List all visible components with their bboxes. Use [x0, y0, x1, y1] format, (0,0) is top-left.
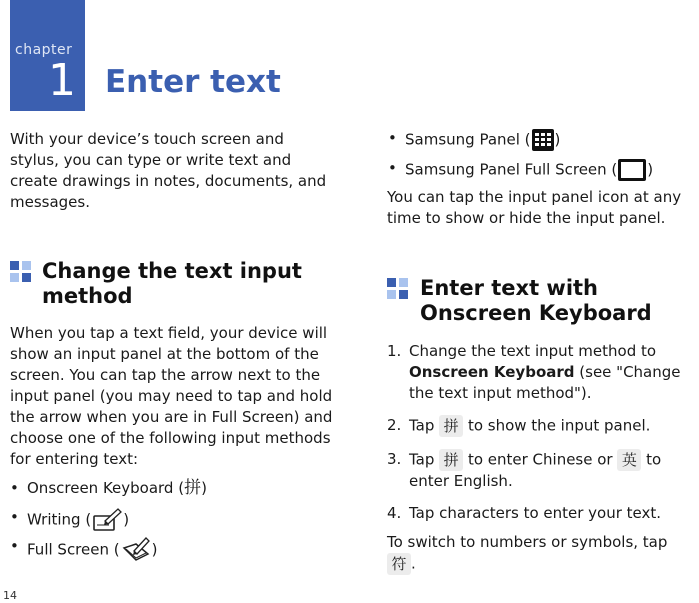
list-item-close: ): [554, 130, 561, 149]
page-number: 14: [3, 589, 17, 602]
full-screen-pen-icon: [120, 536, 152, 564]
step-text: [409, 415, 699, 437]
step-number: 3.: [387, 450, 402, 468]
bullet-dot: •: [388, 129, 397, 147]
pinyin-char-icon: 拼: [184, 478, 202, 498]
pinyin-key-icon: 拼: [439, 415, 463, 437]
step-text: Tap characters to enter your text.: [409, 504, 662, 522]
heading-line: Enter text with: [420, 276, 599, 300]
heading-line: Change the text input: [42, 259, 302, 283]
list-item-text: [405, 128, 560, 152]
list-item-text: [405, 158, 653, 182]
step-post: (see "Change the text input method").: [409, 363, 681, 402]
list-item-label: Samsung Panel (: [405, 130, 531, 149]
english-key-icon: 英: [617, 449, 641, 471]
footer-text: To switch to numbers or symbols, tap: [387, 533, 668, 551]
bullet-dot: •: [10, 479, 19, 497]
body-paragraph: When you tap a text field, your device will show an input panel at the bottom of the screen. You can tap the arrow next to the input panel (you may need to tap and hold the arrow when you are in Full Screen) and choose one of the following input methods for entering text:: [10, 324, 333, 468]
bullet-dot: •: [10, 508, 19, 526]
step-post: to show the input panel.: [463, 416, 651, 435]
list-item-close: ): [123, 510, 130, 529]
footer-period: .: [411, 554, 416, 573]
list-item-label: Full Screen (: [27, 540, 120, 559]
footer-paragraph: [387, 532, 697, 575]
bullet-dot: •: [10, 537, 19, 555]
step-text: [409, 341, 699, 404]
section-grid-icon: [387, 278, 409, 300]
page-title: Enter text: [105, 64, 281, 100]
pinyin-key-icon: 拼: [439, 449, 463, 471]
chapter-label: chapter: [15, 42, 73, 58]
section-grid-icon: [10, 261, 32, 283]
section-heading-change-method: [42, 259, 302, 309]
list-item-label: Onscreen Keyboard (: [27, 479, 185, 497]
list-item-label: Samsung Panel Full Screen (: [405, 160, 618, 179]
list-item-text: [27, 507, 129, 533]
step-bold: Onscreen Keyboard: [409, 363, 575, 381]
bullet-dot: •: [388, 159, 397, 177]
step-text: [409, 449, 699, 492]
section-heading-onscreen-keyboard: [420, 276, 652, 326]
info-paragraph: You can tap the input panel icon at any time to show or hide the input panel.: [387, 188, 682, 227]
list-item-text: [27, 536, 157, 564]
intro-paragraph: With your device’s touch screen and stylus, you can type or write text and create drawings in notes, documents, and messages.: [10, 130, 327, 211]
step-pre: Tap: [409, 450, 440, 469]
writing-pad-icon: [91, 507, 123, 533]
full-screen-box-icon: [617, 158, 647, 182]
step-pre: Tap: [409, 416, 440, 435]
keypad-grid-icon: [531, 128, 555, 152]
step-mid: to enter Chinese or: [463, 450, 618, 469]
step-number: 2.: [387, 416, 402, 434]
list-item-label: Writing (: [27, 510, 92, 529]
step-number: 4.: [387, 504, 402, 522]
step-post: to enter English.: [409, 450, 662, 490]
list-item-close: ): [647, 160, 654, 179]
list-item-close: ): [201, 479, 207, 497]
step-number: 1.: [387, 342, 402, 360]
list-item-close: ): [151, 540, 158, 559]
heading-line: method: [42, 284, 133, 308]
step-pre: Change the text input method to: [409, 342, 657, 360]
heading-line: Onscreen Keyboard: [420, 301, 652, 325]
list-item-text: [27, 478, 207, 499]
symbol-key-icon: 符: [387, 553, 411, 575]
chapter-number: 1: [48, 55, 76, 106]
